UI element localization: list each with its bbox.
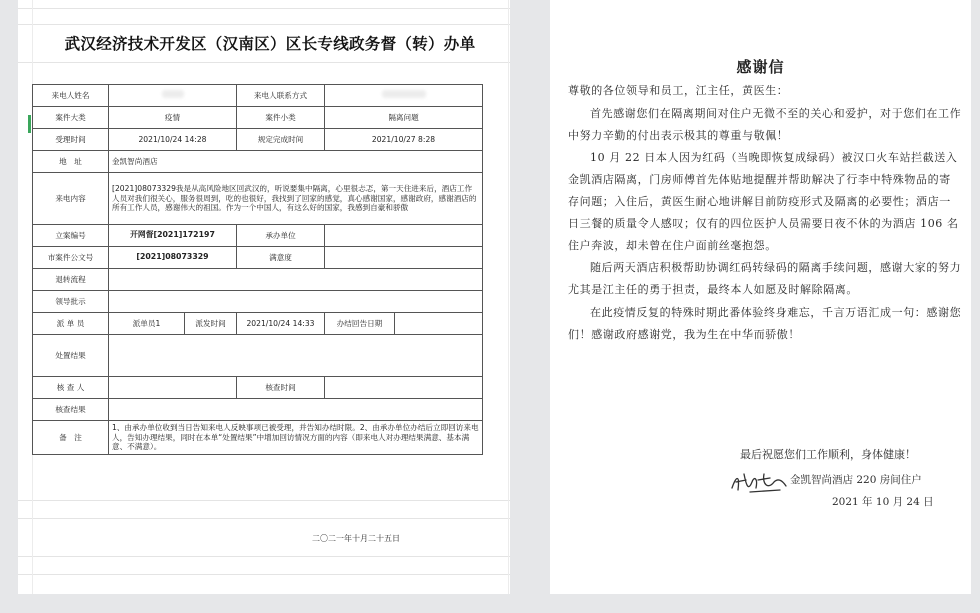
accept-time-label: 受理时间: [33, 129, 109, 151]
work-order-title: 武汉经济技术开发区（汉南区）区长专线政务督（转）办单: [64, 35, 476, 53]
reply-date-value: [395, 313, 483, 335]
satisfaction-label: 满意度: [237, 247, 325, 269]
table-row: [33, 335, 483, 377]
table-row: [33, 151, 483, 173]
table-row: [33, 313, 483, 335]
leader-note-value: [109, 291, 483, 313]
table-row: [33, 421, 483, 455]
thank-you-letter: [550, 0, 971, 594]
return-flow-label: 退转流程: [33, 269, 109, 291]
letter-date: 2021 年 10 月 24 日: [832, 496, 934, 508]
deadline-label: 规定完成时间: [237, 129, 325, 151]
table-row: [33, 399, 483, 421]
result-value: [109, 335, 483, 377]
table-row: [33, 269, 483, 291]
caller-contact-label: 来电人联系方式: [237, 85, 325, 107]
content-label: 来电内容: [33, 173, 109, 225]
check-result-value: [109, 399, 483, 421]
return-flow-value: [109, 269, 483, 291]
city-doc-no-label: 市案件公文号: [33, 247, 109, 269]
address-label: 地 址: [33, 151, 109, 173]
case-category-value: 疫情: [109, 107, 237, 129]
remarks-label: 备 注: [33, 421, 109, 455]
address-value: 金凯智尚酒店: [109, 151, 483, 173]
deadline-value: 2021/10/27 8:28: [325, 129, 483, 151]
accept-time-value: 2021/10/24 14:28: [109, 129, 237, 151]
handwritten-signature: [728, 470, 790, 496]
grid-line: [18, 500, 510, 501]
dispatch-time-value: 2021/10/24 14:33: [237, 313, 325, 335]
case-subcategory-label: 案件小类: [237, 107, 325, 129]
letter-paragraph: 在此疫情反复的特殊时期此番体验终身难忘，千言万语汇成一句：感谢您们！感谢政府感谢党，我为生在中华而骄傲！: [568, 305, 962, 341]
table-row: [33, 173, 483, 225]
filing-no-label: 立案编号: [33, 225, 109, 247]
checker-value: [109, 377, 237, 399]
handler-unit-label: 承办单位: [237, 225, 325, 247]
dispatch-time-label: 派发时间: [185, 313, 237, 335]
grid-line: [18, 574, 510, 575]
letter-closing: 最后祝愿您们工作顺利，身体健康！: [740, 448, 916, 461]
letter-salutation: 尊敬的各位领导和员工，江主任，黄医生：: [568, 84, 789, 97]
table-row: [33, 129, 483, 151]
redacted-name: [162, 90, 184, 98]
handler-unit-value: [325, 225, 483, 247]
remarks-value: 1、由承办单位收到当日告知来电人反映事项已被受理，并告知办结时限。2、由承办单位办结后立即回访来电人，告知办理结果，同时在本单“处置结果”中增加回访情况方面的内容（即来电人对办理结果满意、基本满意、不满意）。: [109, 421, 483, 455]
table-row: [33, 291, 483, 313]
check-result-label: 核查结果: [33, 399, 109, 421]
letter-signer: 金凯智尚酒店 220 房间住户: [790, 474, 922, 486]
satisfaction-value: [325, 247, 483, 269]
result-label: 处置结果: [33, 335, 109, 377]
table-row: [33, 377, 483, 399]
dispatcher-value: 派单员1: [109, 313, 185, 335]
letter-paragraph: 首先感谢您们在隔离期间对住户无微不至的关心和爱护，对于您们在工作中努力辛勤的付出表示极其的尊重与敬佩！: [568, 106, 962, 142]
letter-paragraph: 10 月 22 日本人因为红码（当晚即恢复成绿码）被汉口火车站拦截送入金凯酒店隔离，门房师傅首先体贴地提醒并帮助解决了行李中特殊物品的寄存问题；入住后，黄医生耐心地讲解目前防疫形式及隔离的必要性；酒店一日三餐的质量令人感叹；仅有的四位医护人员需要日夜不休的为酒店 106 名住户奔波，却未曾在住户面前丝毫抱怨。: [568, 151, 959, 252]
filing-no-value: 开网督[2021]172197: [109, 225, 237, 247]
grid-line: [18, 8, 510, 9]
caller-name-value: [109, 85, 237, 107]
check-time-value: [325, 377, 483, 399]
table-row: [33, 85, 483, 107]
redacted-phone: [382, 90, 426, 98]
content-value: [2021]08073329我是从高风险地区回武汉的，听说要集中隔离，心里很忐忑，第一天住进来后，酒店工作人员对我们很关心，服务很周到，吃的也很好，我找到了回家的感觉，真心感谢国家，感谢政府，感谢酒店的所有工作人员，感谢伟大的祖国。作为一个中国人，有这么好的国家，我感到自豪和骄傲: [109, 173, 483, 225]
grid-line: [18, 518, 510, 519]
checker-label: 核 查 人: [33, 377, 109, 399]
table-row: [33, 247, 483, 269]
grid-line: [18, 62, 510, 63]
case-category-label: 案件大类: [33, 107, 109, 129]
table-row: [33, 107, 483, 129]
grid-line: [18, 556, 510, 557]
dispatcher-label: 派 单 员: [33, 313, 109, 335]
city-doc-no-value: [2021]08073329: [109, 247, 237, 269]
grid-line: [18, 24, 510, 25]
grid-line: [508, 0, 509, 594]
letter-paragraph: 随后两天酒店积极帮助协调红码转绿码的隔离手续问题，感谢大家的努力尤其是江主任的勇于担责，最终本人如愿及时解除隔离。: [568, 261, 962, 297]
letter-title: 感谢信: [736, 58, 785, 76]
reply-date-label: 办结回告日期: [325, 313, 395, 335]
check-time-label: 核查时间: [237, 377, 325, 399]
letter-body: [568, 80, 962, 347]
caller-name-label: 来电人姓名: [33, 85, 109, 107]
case-subcategory-value: 隔离问题: [325, 107, 483, 129]
selected-row-marker: [28, 115, 31, 133]
table-row: [33, 225, 483, 247]
leader-note-label: 领导批示: [33, 291, 109, 313]
caller-contact-value: [325, 85, 483, 107]
issue-date: 二〇二一年十月二十五日: [312, 534, 400, 543]
work-order-table: [32, 84, 483, 455]
